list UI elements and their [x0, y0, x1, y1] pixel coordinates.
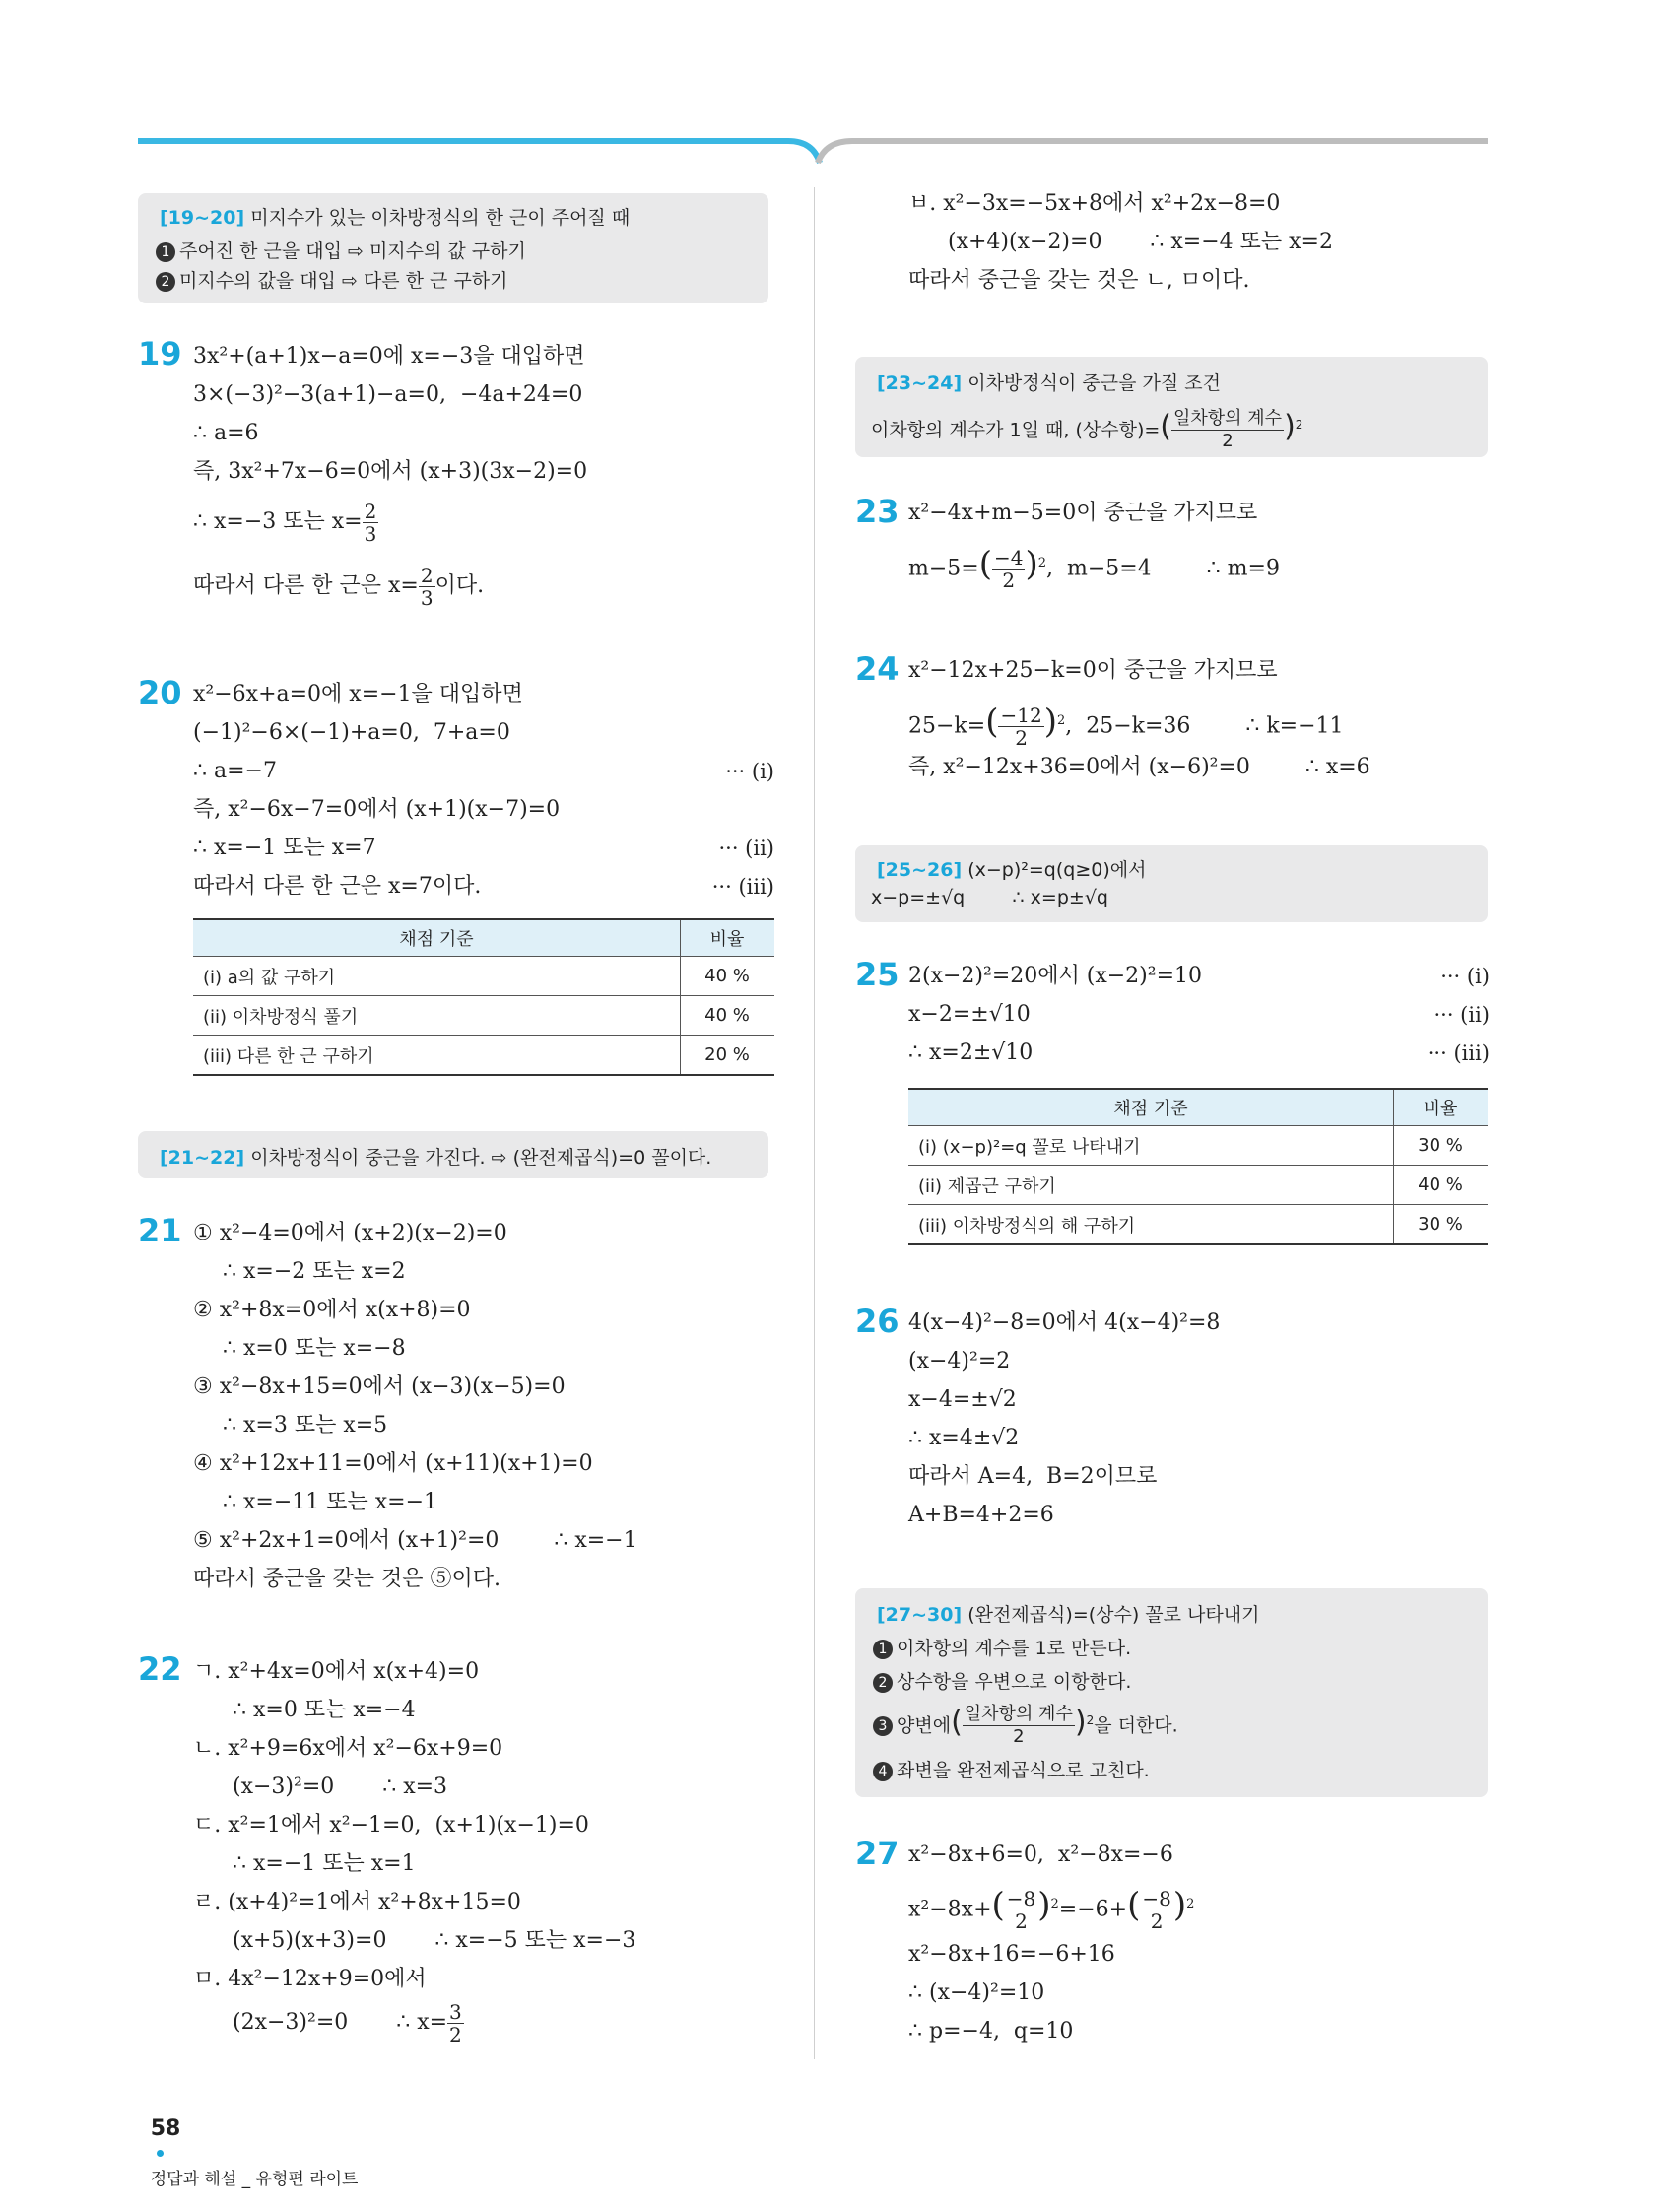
page-footer [138, 2093, 358, 2189]
problem-number: 19 [138, 335, 182, 372]
table-row: (i) (x−p)²=q 꼴로 나타내기 30 % [908, 1126, 1488, 1166]
bullet-icon [157, 2150, 164, 2157]
tip-box-19-20: [19~20] 미지수가 있는 이차방정식의 한 근이 주어질 때 1 주어진 한 근을 대입 ⇨ 미지수의 값 구하기 2 미지수의 값을 대입 ⇨ 다른 한 근 구하기 [138, 193, 768, 303]
footer-title: 정답과 해설 _ 유형편 라이트 [150, 2170, 359, 2189]
table-row: (iii) 이차방정식의 해 구하기 30 % [908, 1205, 1488, 1245]
table-row: (iii) 다른 한 근 구하기 20 % [193, 1036, 774, 1076]
page-number: 58 [150, 2116, 181, 2141]
column-divider [814, 187, 815, 2059]
tip-box-27-30: [27~30] (완전제곱식)=(상수) 꼴로 나타내기 1 이차항의 계수를 1로 만든다. 2 상수항을 우변으로 이항한다. 3 양변에( $\frac{\text{일차항의 계수}}{2}$ )$^2$을 더한다. 4 좌변을 완전제곱식으로 고친다. [855, 1588, 1488, 1797]
table-row: (ii) 제곱근 구하기 40 % [908, 1166, 1488, 1205]
tip-box-23-24: [23~24] 이차방정식이 중근을 가질 조건 이차항의 계수가 1일 때, (상수항)=( $\frac{\text{일차항의 계수}}{2}$ )$^2$ [855, 357, 1488, 457]
table-row: (ii) 이차방정식 풀기 40 % [193, 996, 774, 1036]
tip-box-25-26: [25~26] (x−p)²=q(q≥0)에서 x−p=±√q ∴ x=p±√q [855, 845, 1488, 922]
scoring-table-25: 채점 기준 비율 (i) (x−p)²=q 꼴로 나타내기 30 % (ii) 제곱근 구하기 40 % (iii) 이차방정식의 해 구하기 30 % [908, 1088, 1488, 1245]
header-decoration [0, 0, 1668, 168]
tip-box-21-22: [21~22] 이차방정식이 중근을 가진다. ⇨ (완전제곱식)=0 꼴이다. [138, 1131, 768, 1178]
scoring-table-20: 채점 기준 비율 (i) a의 값 구하기 40 % (ii) 이차방정식 풀기 40 % (iii) 다른 한 근 구하기 20 % [193, 918, 774, 1076]
table-row: (i) a의 값 구하기 40 % [193, 957, 774, 996]
